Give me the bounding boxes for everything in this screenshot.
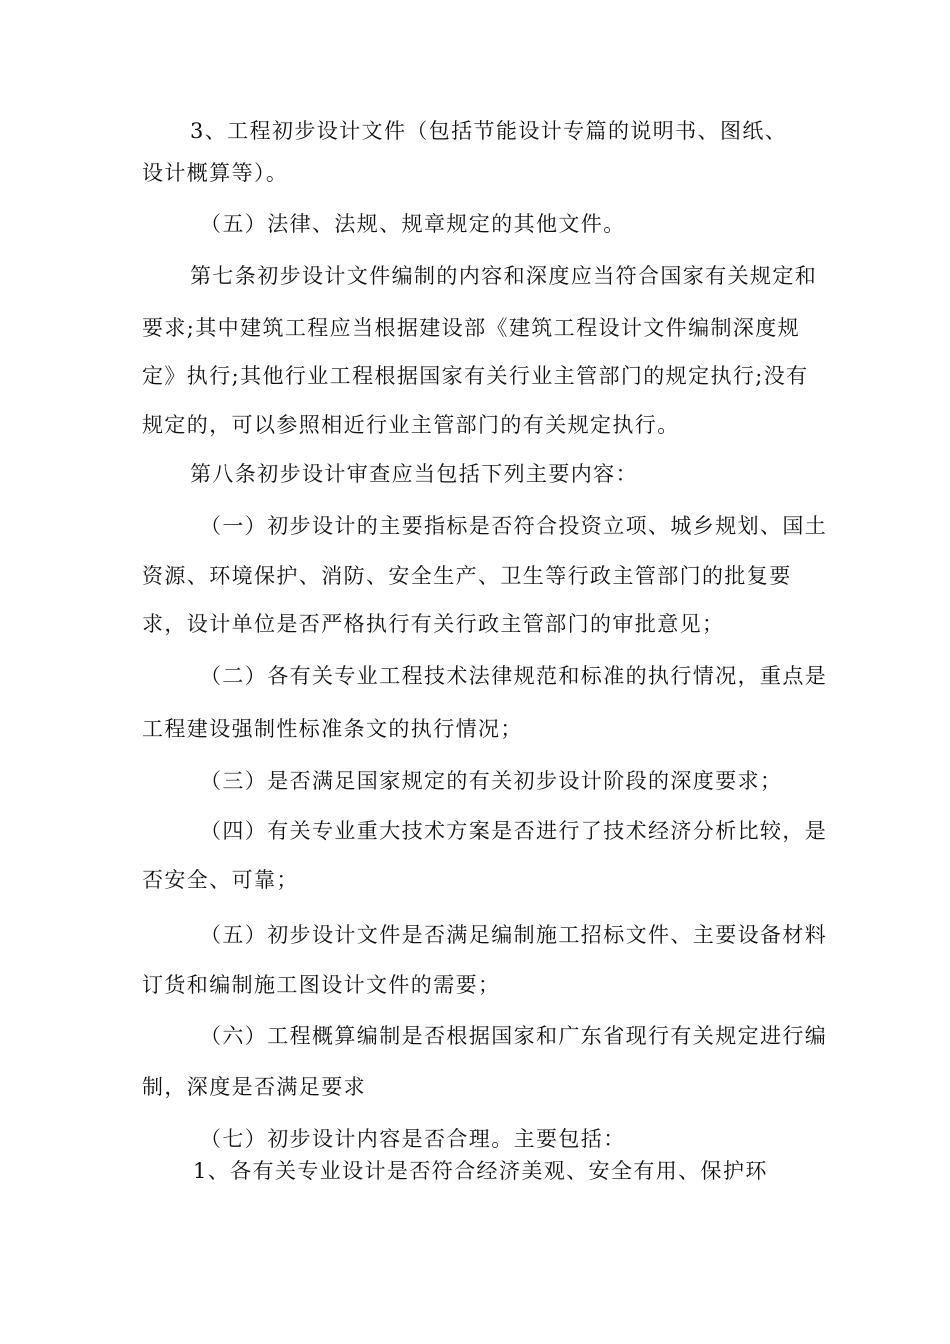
text-line: 第八条初步设计审查应当包括下列主要内容：: [190, 462, 638, 486]
text-line: 否安全、可靠；: [142, 868, 299, 892]
text-line: 要求;其中建筑工程应当根据建设部《建筑工程设计文件编制深度规: [142, 316, 801, 340]
text-line: 工程建设强制性标准条文的执行情况；: [142, 717, 523, 741]
text-line: （六）工程概算编制是否根据国家和广东省现行有关规定进行编: [200, 1024, 828, 1048]
text-line: （一）初步设计的主要指标是否符合投资立项、城乡规划、国土: [200, 514, 828, 538]
text-line: （五）法律、法规、规章规定的其他文件。: [200, 212, 626, 236]
text-line: 订货和编制施工图设计文件的需要；: [142, 973, 501, 997]
text-line: 资源、环境保护、消防、安全生产、卫生等行政主管部门的批复要: [142, 564, 792, 588]
text-line: 第七条初步设计文件编制的内容和深度应当符合国家有关规定和: [190, 264, 818, 288]
text-line: 制，深度是否满足要求: [142, 1075, 366, 1099]
text-line: （七）初步设计内容是否合理。主要包括：: [200, 1127, 626, 1151]
text-line: （五）初步设计文件是否满足编制施工招标文件、主要设备材料: [200, 923, 828, 947]
text-line: 设计概算等）。: [142, 161, 289, 185]
text-line: 3、工程初步设计文件（包括节能设计专篇的说明书、图纸、: [190, 119, 788, 143]
text-line: 规定的，可以参照相近行业主管部门的有关规定执行。: [142, 413, 680, 437]
text-line: （二）各有关专业工程技术法律规范和标准的执行情况，重点是: [200, 664, 828, 688]
text-line: 定》执行;其他行业工程根据国家有关行业主管部门的规定执行;没有: [142, 364, 809, 388]
text-line: 求，设计单位是否严格执行有关行政主管部门的审批意见；: [142, 612, 725, 636]
text-line: （四）有关专业重大技术方案是否进行了技术经济分析比较，是: [200, 819, 828, 843]
text-line: （三）是否满足国家规定的有关初步设计阶段的深度要求；: [200, 769, 783, 793]
text-line: 1、各有关专业设计是否符合经济美观、安全有用、保护环: [193, 1159, 768, 1183]
